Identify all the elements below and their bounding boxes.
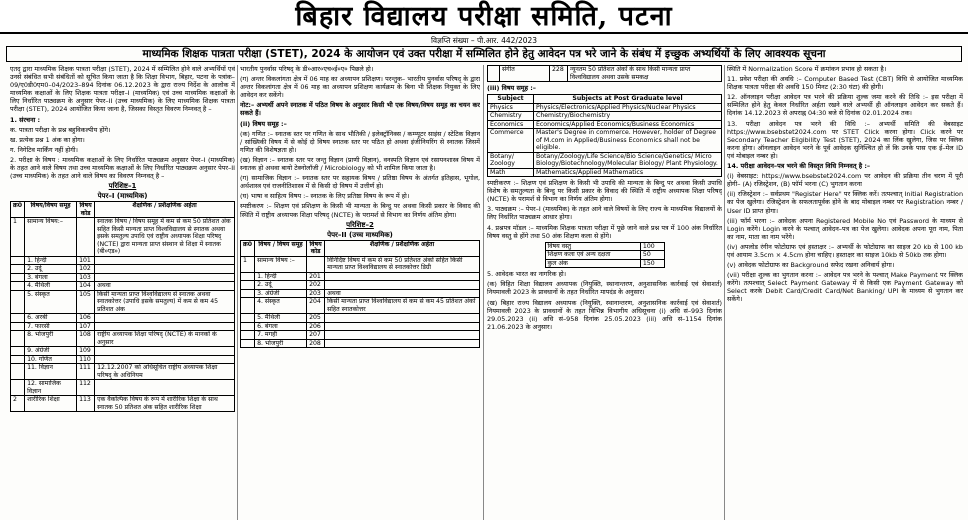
table-cell: 101 [77,256,95,265]
table-header: क्र0 [11,202,25,218]
table-cell: शारीरिक शिक्षा [25,396,77,412]
table-cell: 2. उर्दू [25,265,77,274]
table-header: विषय कोड [77,202,95,218]
section-heading: (iii) विषय समूह :– [487,84,536,92]
table-row [241,331,480,340]
table-cell [95,256,235,265]
eligibility-table-paper2 [240,240,480,349]
table-row [11,355,235,364]
section-heading: 1. संरचना : [10,115,41,124]
table-cell [241,289,255,298]
table-cell: अथवा [95,282,235,291]
table-cell: 5. संस्कृत [25,290,77,314]
table-cell: 108 [77,331,95,347]
table-cell: Economics/Applied Economics/Business Economics [534,120,722,129]
table-row [11,282,235,291]
table-header: विषय / विषय समूह [255,240,307,256]
table-cell [11,290,25,314]
table-cell: Physics/Electronics/Applied Physics/Nuclear Physics [534,103,722,112]
table-row [241,339,480,348]
column-divider [483,65,484,520]
table-cell: 9. अंग्रेजी [25,347,77,356]
table-cell: 111 [77,364,95,380]
table-cell [95,273,235,282]
table-header: क्र0 [241,240,255,256]
table-cell: सामान्य विषय:– [25,218,77,257]
section-paragraph: 2. परीक्षा के विषय : माध्यमिक कक्षाओं के लिए निर्धारित पाठ्यक्रम अनुसार पेपर–I (माध्यमिक) के तहत आने वाले विषय तथा उच्च माध्यमिक कक्षाओं के लिए निर्धारित पाठ्यक्रम अनुसार पेपर–II (उच्च माध्यमिक) के तहत आने वाले विषय का विवरण निम्नवत् है – [10,155,235,181]
paragraph: 11. प्रवेश परीक्षा की अवधि :– Computer Based Test (CBT) विधि से आयोजित माध्यमिक शिक्षक पात्रता परीक्षा की अवधि 150 मिनट (2:30 घंटा) की होगी। [727,75,963,92]
table-row [488,168,722,177]
table-cell: स्नातक विषय / विषय समूह में कम से कम 50 प्रतिशत अंक सहित किसी मान्यता प्राप्त विश्वविद्यालय से स्नातक अथवा इसके समतुल्य उपाधि एवं राष्ट्रीय अध्यापक शिक्षा परिषद् (NCTE) द्वारा मान्यता प्राप्त संस्थान से शिक्षा में स्नातक (बी०एड०) [95,218,235,257]
marks-table [545,242,665,269]
note: नोट:– अभ्यर्थी अपने स्नातक में पठित विषय के अनुसार किसी भी एक विषय/विषय समूह का चयन कर सकते हैं। [240,101,480,118]
table-cell: शिक्षण कला एवं अन्य दक्षता [545,251,640,260]
table-row [11,396,235,412]
paragraph: भारतीय पुनर्वास परिषद् के डी०आर०एच०ई०ए० पिछले हो। [240,65,374,73]
table-cell [241,322,255,331]
table-row [11,218,235,257]
table-row [241,322,480,331]
annex-subtitle: पेपर–I (माध्यमिक) [97,192,148,201]
table-cell: Mathematics/Applied Mathematics [534,168,722,177]
table-cell: 206 [307,322,325,331]
paragraph: (ग) अन्तर विकलांगता क्षेत्र में 06 माह का अध्यापन प्रशिक्षण। परन्तुक– भारतीय पुनर्वास परिषद् के द्वारा अन्तर विकलांगता क्षेत्र में 06 माह का अध्यापन प्रशिक्षण कार्यक्रम के बिना भी शिक्षक नियुक्त के लिए आवेदन कर सकेंगे। [240,75,480,100]
annex-title: परिशिष्ट–1 [108,182,137,191]
table-cell [241,331,255,340]
table-cell [241,339,255,348]
table-cell: Master's Degree in commerce. However, holder of Degree of M.com in Applied/Business Economics shall not be eligible. [534,129,722,153]
table-header: शैक्षणिक / प्रशैक्षणिक अर्हता [95,202,235,218]
table-cell: 6. बंगला [255,322,307,331]
table-cell: 103 [77,273,95,282]
table-cell: सामान्य विषय :– [255,256,307,272]
table-row [11,347,235,356]
table-row [11,265,235,274]
table-cell [241,298,255,314]
table-cell: 12.12.2007 को अधिसूचित राष्ट्रीय अध्यापक शिक्षा परिषद् के अधिनियम [95,364,235,380]
table-cell: 12. सामाजिक विज्ञान [25,380,77,396]
table-cell [325,314,480,323]
table-cell [95,347,235,356]
list-item: क. पात्रता परीक्षा के प्रश्न बहुविकल्पीय होंगे। [10,125,111,134]
table-row [11,331,235,347]
paragraph: (i) वेबसाइट: https://www.bsebstet2024.com पर आवेदन की प्रक्रिया तीन चरण में पूरी होगी– (A) रजिस्ट्रेशन, (B) फॉर्म भरना (C) भुगतान करना [727,172,963,189]
table-cell: 1. हिन्दी [255,272,307,281]
column-1 [10,65,235,520]
table-cell: 110 [77,355,95,364]
paragraph: (v) आवेदक फोटोग्राफ का Background सफेद रखना अनिवार्य होगा। [727,261,895,270]
clarification: स्पष्टीकरण :– शिक्षण एवं प्रशिक्षण के किसी भी मान्यता के बिन्दु पर अथवा किसी प्रकार के विवाद की स्थिति में राष्ट्रीय अध्यापक शिक्षा परिषद् (NCTE) के परामर्श से विभाग का निर्णय अंतिम होगा। [240,202,480,219]
paragraph: (ख) बिहार राज्य विद्यालय अध्यापक (नियुक्ति, स्थानान्तरण, अनुशासनिक कार्रवाई एवं सेवाशर्त) नियमावली 2023 के प्रावधानों के तहत विभिन्न विभागीय अधिसूचना (i) अधि सं–993 दिनांक 29.05.2023 (ii) अधि सं–958 दिनांक 25.05.2023 (iii) अधि सं–1154 दिनांक 21.06.2023 के अनुसार। [487,298,722,331]
table-cell [325,331,480,340]
table-cell: Economics [488,120,534,129]
paragraph: (क) गणित :– स्नातक स्तर पर गणित के साथ भौतिकी / इलेक्ट्रॉनिक्स / कम्प्यूटर साइंस / स्टेटिक विज्ञान / सांख्यिकी विषय में से कोई दो विषय स्नातक स्तर पर पठित हो अथवा इंजीनियरिंग से स्नातक जिसमें गणित की विशेषज्ञता हो। [240,129,480,154]
music-row-table [487,65,722,82]
table-row [488,152,722,168]
table-row [241,314,480,323]
intro-paragraph: एतद् द्वारा माध्यमिक शिक्षक पात्रता परीक्षा (STET), 2024 में सम्मिलित होने वाले अभ्यर्थियों एवं उनसे संबंधित सभी संबंधितों को सूचित किया जाता है कि शिक्षा विभाग, बिहार, पटना के पत्रांक–09/ए0डी0एम0–04/2023–894 दिनांक 06.12.2023 के द्वारा राज्य निर्देश के आलोक में माध्यमिक कक्षाओं के लिए शिक्षक पात्रता परीक्षा–I (माध्यमिक) एवं उच्च माध्यमिक कक्षाओं के लिए निर्धारित पाठ्यक्रम के अनुसार पेपर–II (उच्च माध्यमिक) के लिए माध्यमिक शिक्षक पात्रता परीक्षा (STET), 2024 आयोजित किया जाना है, जिसका विस्तृत विवरण निम्नवत् है – [10,65,235,114]
column-divider [724,65,725,520]
paragraph: 5. आवेदक भारत का नागरिक हो। [487,270,567,279]
table-cell: विनिर्दिष्ट विषय में कम से कम 50 प्रतिशत अंकों सहित किसी मान्यता प्राप्त विश्वविद्यालय से स्नातकोत्तर डिग्री [325,256,480,272]
clarification: स्पष्टीकरण :– शिक्षण एवं प्रशिक्षण के किसी भी उपाधि की मान्यता के बिन्दु पर अथवा किसी उपाधि विशेष के समतुल्यता के बिन्दु पर किसी प्रकार के विवाद की स्थिति में राष्ट्रीय अध्यापक शिक्षा परिषद् (NCTE) के परामर्श से विभाग का निर्णय अंतिम होगा। [487,179,722,204]
table-cell [325,272,480,281]
table-row [11,322,235,331]
table-cell: किसी मान्यता प्राप्त विश्वविद्यालय से कम से कम 45 प्रतिशत अंकों सहित स्नातकोत्तर [325,298,480,314]
table-cell: संगीत [500,66,550,82]
notice-banner: माध्यमिक शिक्षक पात्रता परीक्षा (STET), 2024 के आयोजन एवं उक्त परीक्षा में सम्मिलित होने हेतु आवेदन पत्र भरे जाने के संबंध में इच्छुक अभ्यर्थियों के लिए आवश्यक सूचना [6,46,962,62]
table-cell: 1 [11,218,25,257]
table-cell [11,282,25,291]
table-cell: Chemistry [488,112,534,121]
table-cell: 6. अरबी [25,314,77,323]
table-cell: 205 [307,314,325,323]
table-cell: Botany/ Zoology [488,152,534,168]
table-cell [77,218,95,257]
table-cell [11,331,25,347]
table-row [241,281,480,290]
table-cell [11,380,25,396]
paragraph: स्थिति में Normalization Score में क्रमांकन प्रभाव हो सकता है। [727,65,887,73]
paragraph: 3. पाठ्यक्रम :– पेपर–I (माध्यमिक) के तहत आने वाले विषयों के लिए राज्य के माध्यमिक विद्यालयों के लिए निर्धारित पाठ्यक्रम आधार होगा। [487,205,722,222]
paragraph: (iii) फॉर्म भरना :– आवेदक अपना Registered Mobile No एवं Password के माध्यम से Login करेंगे। Login करने के पश्चात् आवेदन–पत्र का पेज खुलेगा। आवेदक अपना पूरा नाम, पिता का नाम, माता का नाम भरेंगे। [727,216,963,241]
table-cell [11,314,25,323]
column-4 [727,65,963,520]
paragraph: (ग) सामाजिक विज्ञान :– स्नातक स्तर पर सहायक विषय / प्रतिष्ठा विषय के अंतर्गत इतिहास, भूगोल, अर्थशास्त्र एवं राजनीतिशास्त्र में से किसी दो विषय में उत्तीर्ण हो। [240,174,480,191]
paragraph: (vii) परीक्षा शुल्क का भुगतान करना :– आवेदन पत्र भरने के पश्चात् Make Payment पर क्लिक करेंगे। तत्पश्चात् Select Payment Gateway में से किसी एक Payment Gateway को Select करके Debit Card/Credit Card/Net Banking/ UPI के माध्यम से भुगतान कर सकेंगे। [727,271,963,304]
table-cell: 202 [307,281,325,290]
table-cell: 113 [77,396,95,412]
table-cell: 11. विज्ञान [25,364,77,380]
paragraph: 12. ऑनलाइन परीक्षा आवेदन पत्र भरने की प्रक्रिया शुल्क जमा करने की तिथि :– इस परीक्षा में सम्मिलित होने हेतु केवल निर्धारित अर्हता रखने वाले अभ्यर्थी ही ऑनलाइन आवेदन कर सकते हैं। दिनांक 14.12.2023 से अपराह्न 04:30 बजे से दिनांक 02.01.2024 तक। [727,93,963,118]
table-cell: 109 [77,347,95,356]
table-cell: 5. मैथिली [255,314,307,323]
table-cell [325,339,480,348]
table-row [241,256,480,272]
paragraph: 13. परीक्षा आवेदन पत्र भरने की विधि :– अभ्यर्थी समिति की वेबसाइट https://www.bsebstet2024.com पर STET Click करना होगा। Click करने पर Secondary Teacher Eligibility Test (STET), 2024 का लिंक खुलेगा, जिस पर क्लिक करना होगा। ऑनलाइन आवेदन भरने के पूर्व आवेदक सुनिश्चित हो लें कि उनके पास एक ई–मेल ID एवं मोबाइल नम्बर हो। [727,119,963,160]
table-cell [95,322,235,331]
table-row [241,272,480,281]
table-cell: कुल अंक [545,259,640,268]
table-row [11,380,235,396]
table-cell: 208 [307,339,325,348]
table-cell: 4. संस्कृत [255,298,307,314]
paragraph: 4. प्रश्नपत्र मॉडल :– माध्यमिक शिक्षक पात्रता परीक्षा में पूछे जाने वाले प्रश्न पत्र में 100 अंक निर्धारित विषय वस्तु से होंगे तथा 50 अंक शिक्षण कला से होंगे। [487,223,722,240]
table-header: Subject [488,95,534,104]
table-cell [95,314,235,323]
column-divider [237,65,238,520]
table-cell: 228 [550,66,568,82]
table-cell: 106 [77,314,95,323]
table-cell: 7. मगही [255,331,307,340]
table-cell [11,355,25,364]
annex-title: परिशिष्ट–2 [346,220,374,229]
table-cell [241,281,255,290]
table-header: Subjects at Post Graduate level [534,95,722,104]
paragraph: (ख) विज्ञान :– स्नातक स्तर पर जन्तु विज्ञान (प्राणी विज्ञान), वनस्पति विज्ञान एवं रसायनशास्त्र विषय में स्नातक हो अथवा बायो टेक्नोलॉजी / Microbiology को भी शामिल किया जाता है। [240,155,480,173]
notice-number: विज्ञप्ति संख्या – पी.आर. 442/2023 [430,36,538,45]
table-cell: Physics [488,103,534,112]
table-cell: 201 [307,272,325,281]
table-row [11,273,235,282]
table-cell [95,265,235,274]
section-heading: 14. परीक्षा आवेदन–पत्र भरने की विस्तृत विधि निम्नवत् है :– [727,162,871,171]
table-cell: 1 [241,256,255,272]
table-row [545,242,664,251]
table-cell: 7. फारसी [25,322,77,331]
table-cell [11,364,25,380]
table-cell: Chemistry/Biochemistry [534,112,722,121]
table-cell [11,347,25,356]
table-cell [241,272,255,281]
pg-subject-table [487,94,722,177]
table-row [241,289,480,298]
table-header: विषय कोड [307,240,325,256]
table-row [11,256,235,265]
table-cell: Commerce [488,129,534,153]
table-cell: Botany/Zoology/Life Science/Bio Science/Genetics/ Micro Biology/Biotechnology/Molecular Biology/ Plant Physiology. [534,152,722,168]
table-row [488,112,722,121]
table-cell [307,256,325,272]
table-cell: 104 [77,282,95,291]
table-cell: 4. मैथिली [25,282,77,291]
table-cell: किसी मान्यता प्राप्त विश्वविद्यालय से स्नातक अथवा स्नातकोत्तर (उपाधि इसके समतुल्य) में कम से कम 45 प्रतिशत अंक [95,290,235,314]
paragraph: (ii) रजिस्ट्रेशन :– सर्वप्रथम "Register Here" पर क्लिक करें। तत्पश्चात् Initial Registration का पेज खुलेगा। रजिस्ट्रेशन के सफलतापूर्वक होने के बाद मोबाइल नम्बर पर Registration नम्बर / User ID प्राप्त होगा। [727,190,963,215]
table-row [545,259,664,268]
table-cell: एक वैकल्पिक विषय के रूप में शारीरिक शिक्षा के साथ स्नातक 50 प्रतिशत अंक सहित शारीरिक शिक्षा [95,396,235,412]
table-cell [95,355,235,364]
table-cell: 3. अंग्रेजी [255,289,307,298]
table-row [488,120,722,129]
paragraph: (घ) भाषा व साहित्य विषय :– स्नातक के लिए प्रतिष्ठा विषय के रूप में हो। [240,192,410,201]
table-cell: 102 [77,265,95,274]
table-cell: 100 [640,242,664,251]
table-cell: 105 [77,290,95,314]
table-cell [241,314,255,323]
table-cell: 8. भोजपुरी [25,331,77,347]
table-row [488,103,722,112]
column-2 [240,65,480,520]
table-cell: 204 [307,298,325,314]
board-masthead: बिहार विद्यालय परीक्षा समिति, पटना [0,0,968,34]
table-row [11,364,235,380]
table-cell [11,322,25,331]
table-cell: 50 [640,251,664,260]
table-row [11,290,235,314]
table-cell: 10. गणित [25,355,77,364]
table-row [545,251,664,260]
table-cell [325,322,480,331]
annex-subtitle: पेपर–II (उच्च माध्यमिक) [327,230,393,239]
list-item: ख. प्रत्येक प्रश्न 1 अंक का होगा। [10,135,85,144]
table-cell [95,380,235,396]
table-row [11,314,235,323]
table-cell: 8. भोजपुरी [255,339,307,348]
table-cell: 112 [77,380,95,396]
table-cell [488,66,500,82]
table-cell: 150 [640,259,664,268]
table-cell: 3. बंगला [25,273,77,282]
table-row [488,129,722,153]
table-cell: Math [488,168,534,177]
table-cell: विषय वस्तु [545,242,640,251]
table-cell [11,256,25,265]
table-cell: 203 [307,289,325,298]
eligibility-table-paper1 [10,201,235,412]
column-3 [487,65,722,520]
table-cell: अथवा [325,289,480,298]
paragraph: (क) विहित शिक्षा विद्यालय अध्यापक (नियुक्ति, स्थानान्तरण, अनुशासनिक कार्रवाई एवं सेवाशर्त) नियमावली 2023 के प्रावधानों के तहत निर्धारित मापदंड के अनुसार। [487,280,722,297]
table-cell: राष्ट्रीय अध्यापक शिक्षा परिषद् (NCTE) के मानकों के अनुसार [95,331,235,347]
table-cell: 1. हिन्दी [25,256,77,265]
section-heading: (ii) विषय समूह :– [240,119,287,128]
table-header: शैक्षणिक / प्रशैक्षणिक अर्हता [325,240,480,256]
list-item: ग. निगेटिव मार्किंग नहीं होगी। [10,145,78,154]
table-cell [11,273,25,282]
table-cell: 207 [307,331,325,340]
table-cell: 2. उर्दू [255,281,307,290]
table-header: विषय/विषय समूह [25,202,77,218]
table-cell: 2 [11,396,25,412]
table-cell: न्यूनतम 50 प्रतिशत अंकों के साथ किसी मान्यता प्राप्त विश्वविद्यालय अथवा उसके समकक्ष [568,66,722,82]
paragraph: (iv) अपलोड रंगीन फोटोग्राफ एवं हस्ताक्षर :– अभ्यर्थी के फोटोग्राफ का साइज 20 kb से 100 kb एवं आयाम 3.5cm × 4.5cm होना चाहिए। हस्ताक्षर का साइज 10kb से 50kb तक होगा। [727,242,963,259]
table-cell [325,281,480,290]
table-cell: 107 [77,322,95,331]
table-cell [11,265,25,274]
table-row [241,298,480,314]
